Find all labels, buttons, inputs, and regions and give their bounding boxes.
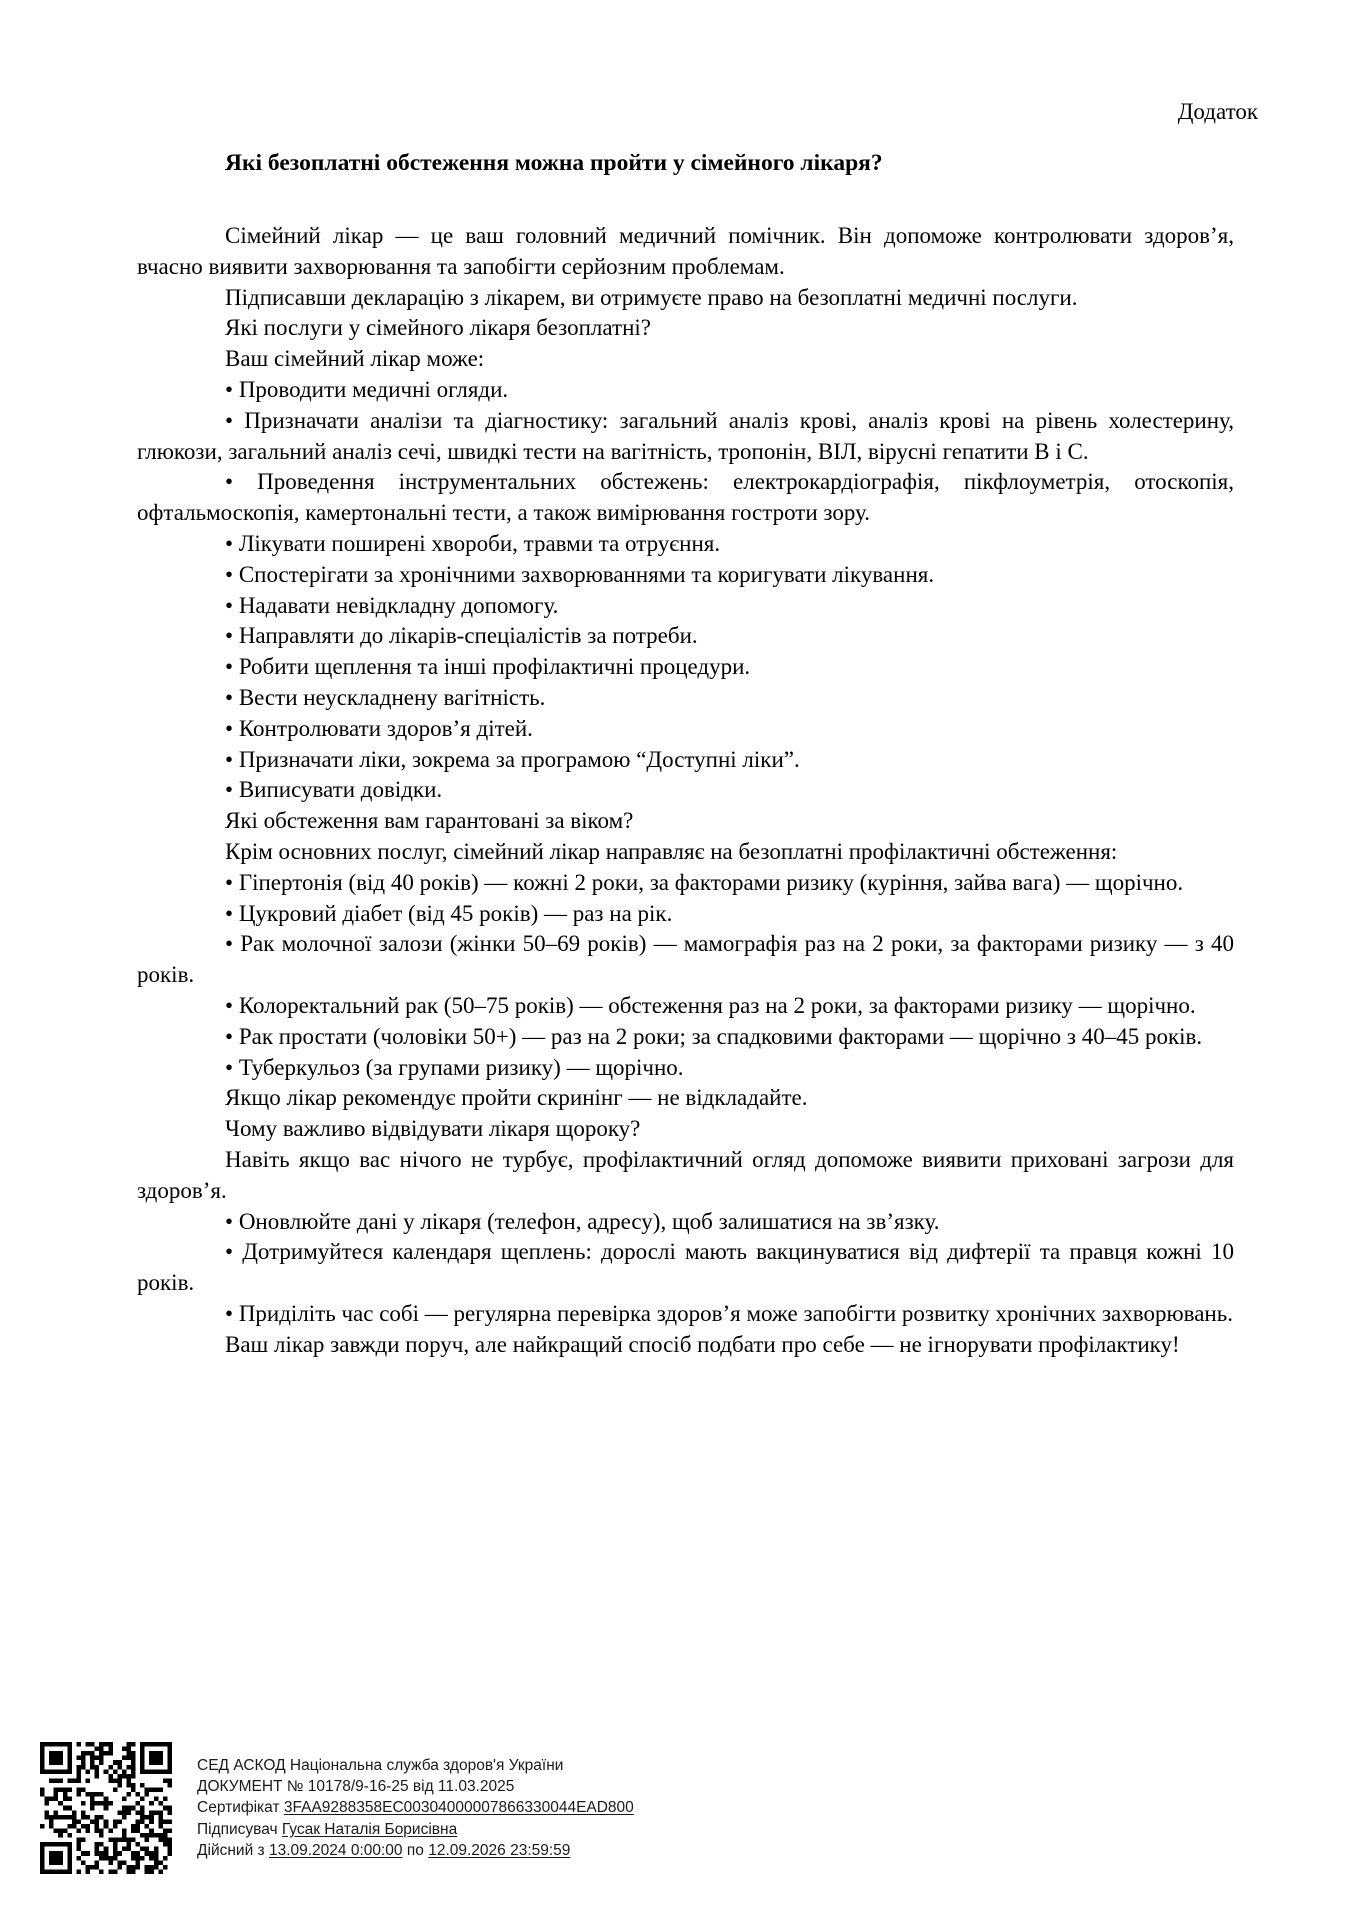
bullet-marker: •	[225, 1300, 239, 1326]
bullet-marker: •	[225, 869, 239, 895]
bullet-text: Цукровий діабет (від 45 років) — раз на рік.	[238, 900, 673, 926]
bullet-marker: •	[225, 684, 239, 710]
paragraph-text: Які обстеження вам гарантовані за віком?	[225, 808, 634, 834]
signature-cert-line	[197, 1797, 634, 1818]
bullet-marker: •	[225, 376, 239, 402]
bullet-text: Лікувати поширені хвороби, травми та отруєння.	[238, 530, 721, 556]
bullet-marker: •	[225, 469, 258, 495]
bullet-text: Проводити медичні огляди.	[238, 376, 509, 402]
validity-from-date: 13.09.2024 0:00:00	[268, 1841, 403, 1859]
cert-label: Сертифікат	[197, 1799, 280, 1817]
bullet-item	[137, 621, 1234, 652]
paragraph-text: Ваш лікар завжди поруч, але найкращий спосіб подбати про себе — не ігнорувати профілактику!	[225, 1331, 1180, 1357]
signature-signer-line	[197, 1819, 634, 1840]
bullet-marker: •	[225, 530, 239, 556]
bullet-text: Рак молочної залози (жінки 50–69 років) — мамографія раз на 2 роки, за факторами ризику — з 40 років.	[137, 931, 1234, 988]
bullet-item	[137, 652, 1234, 683]
bullet-marker: •	[225, 1054, 239, 1080]
bullet-text: Призначати аналізи та діагностику: загальний аналіз крові, аналіз крові на рівень холестерину, глюкози, загальний аналіз сечі, швидкі тести на вагітність, тропонін, ВІЛ, вірусні гепатити В і С.	[137, 407, 1234, 464]
org-name: СЕД АСКОД Національна служба здоров'я України	[197, 1756, 564, 1774]
paragraph-text: Сімейний лікар — це ваш головний медичний помічник. Він допоможе контролювати здоров’я, вчасно виявити захворювання та запобігти серйозним проблемам.	[137, 223, 1234, 279]
signature-block	[197, 1755, 634, 1861]
bullet-item	[137, 775, 1234, 806]
bullet-text: Проведення інструментальних обстежень: електрокардіографія, пікфлоуметрія, отоскопія, офтальмоскопія, камертональні тести, а також вимірювання гостроти зору.	[137, 469, 1234, 526]
bullet-marker: •	[225, 992, 239, 1018]
bullet-item	[137, 1022, 1234, 1053]
bullet-marker: •	[225, 931, 241, 957]
paragraph	[137, 837, 1234, 868]
bullet-text: Направляти до лікарів-спеціалістів за потреби.	[238, 623, 698, 649]
paragraph	[137, 1083, 1234, 1114]
bullet-item	[137, 1299, 1234, 1330]
bullet-item	[137, 991, 1234, 1022]
signature-footer	[40, 1742, 634, 1874]
bullet-item	[137, 899, 1234, 930]
validity-to-label: по	[406, 1841, 424, 1859]
bullet-text: Вести неускладнену вагітність.	[238, 684, 546, 710]
bullet-marker: •	[225, 623, 239, 649]
cert-value: 3FAA9288358EC00304000007866330044EAD800	[283, 1799, 634, 1817]
bullet-item	[137, 529, 1234, 560]
bullet-item	[137, 683, 1234, 714]
signature-doc-line	[197, 1776, 634, 1797]
bullet-marker: •	[225, 777, 239, 803]
bullet-item	[137, 868, 1234, 899]
paragraph-text: Які послуги у сімейного лікаря безоплатні?	[225, 315, 651, 341]
signer-name: Гусак Наталія Борисівна	[281, 1820, 458, 1838]
bullet-item	[137, 467, 1234, 529]
paragraph	[137, 283, 1234, 314]
bullet-item	[137, 714, 1234, 745]
paragraph-text: Чому важливо відвідувати лікаря щороку?	[225, 1116, 641, 1142]
bullet-item	[137, 745, 1234, 776]
paragraph-text: Ваш сімейний лікар може:	[225, 346, 485, 372]
bullet-text: Надавати невідкладну допомогу.	[238, 592, 559, 618]
bullet-text: Контролювати здоров’я дітей.	[238, 715, 533, 741]
appendix-label: Додаток	[1177, 99, 1258, 124]
bullet-marker: •	[225, 561, 239, 587]
bullet-marker: •	[225, 1208, 239, 1234]
bullet-item	[137, 375, 1234, 406]
bullet-marker: •	[225, 654, 239, 680]
paragraph-text: Крім основних послуг, сімейний лікар направляє на безоплатні профілактичні обстеження:	[225, 838, 1118, 864]
doc-number: ДОКУМЕНТ № 10178/9-16-25 від 11.03.2025	[197, 1778, 515, 1796]
bullet-marker: •	[225, 715, 239, 741]
bullet-item	[137, 591, 1234, 622]
signature-validity-line	[197, 1840, 634, 1861]
bullet-text: Гіпертонія (від 40 років) — кожні 2 роки, за факторами ризику (куріння, зайва вага) — щорічно.	[238, 869, 1184, 895]
bullet-item	[137, 1207, 1234, 1238]
bullet-text: Рак простати (чоловіки 50+) — раз на 2 роки; за спадковими факторами — щорічно з 40–45 років.	[238, 1023, 1203, 1049]
bullet-marker: •	[225, 746, 239, 772]
document-title: Які безоплатні обстеження можна пройти у сімейного лікаря?	[225, 150, 883, 176]
paragraph	[137, 344, 1234, 375]
paragraph	[137, 221, 1234, 283]
bullet-marker: •	[225, 592, 239, 618]
bullet-text: Призначати ліки, зокрема за програмою “Доступні ліки”.	[238, 746, 800, 772]
validity-to-date: 12.09.2026 23:59:59	[428, 1841, 571, 1859]
paragraph-text: Навіть якщо вас нічого не турбує, профілактичний огляд допоможе виявити приховані загрози для здоров’я.	[137, 1146, 1234, 1203]
bullet-marker: •	[225, 900, 239, 926]
document-body	[137, 221, 1234, 1360]
bullet-marker: •	[225, 1239, 243, 1265]
bullet-text: Туберкульоз (за групами ризику) — щорічно.	[238, 1054, 684, 1080]
qr-code	[40, 1742, 172, 1874]
paragraph-text: Підписавши декларацію з лікарем, ви отримуєте право на безоплатні медичні послуги.	[225, 284, 1078, 310]
validity-label: Дійсний з	[197, 1841, 265, 1859]
bullet-text: Оновлюйте дані у лікаря (телефон, адресу), щоб залишатися на зв’язку.	[238, 1208, 940, 1234]
bullet-item	[137, 1053, 1234, 1084]
paragraph	[137, 806, 1234, 837]
bullet-item	[137, 1237, 1234, 1299]
signer-label: Підписувач	[197, 1820, 278, 1838]
paragraph-text: Якщо лікар рекомендує пройти скринінг — не відкладайте.	[225, 1085, 808, 1111]
bullet-text: Колоректальний рак (50–75 років) — обстеження раз на 2 роки, за факторами ризику — щорічно.	[238, 992, 1196, 1018]
paragraph	[137, 1145, 1234, 1207]
bullet-marker: •	[225, 1023, 239, 1049]
bullet-item	[137, 560, 1234, 591]
bullet-text: Робити щеплення та інші профілактичні процедури.	[238, 654, 751, 680]
paragraph	[137, 1114, 1234, 1145]
bullet-item	[137, 406, 1234, 468]
bullet-text: Дотримуйтеся календаря щеплень: дорослі мають вакцинуватися від дифтерії та правця кожні 10 років.	[137, 1239, 1234, 1296]
paragraph	[137, 313, 1234, 344]
bullet-marker: •	[225, 407, 245, 433]
paragraph	[137, 1330, 1234, 1361]
signature-org-line	[197, 1755, 634, 1776]
bullet-text: Приділіть час собі — регулярна перевірка здоров’я може запобігти розвитку хронічних захворювань.	[238, 1300, 1233, 1326]
bullet-text: Спостерігати за хронічними захворюваннями та коригувати лікування.	[238, 561, 935, 587]
bullet-text: Виписувати довідки.	[238, 777, 443, 803]
bullet-item	[137, 929, 1234, 991]
